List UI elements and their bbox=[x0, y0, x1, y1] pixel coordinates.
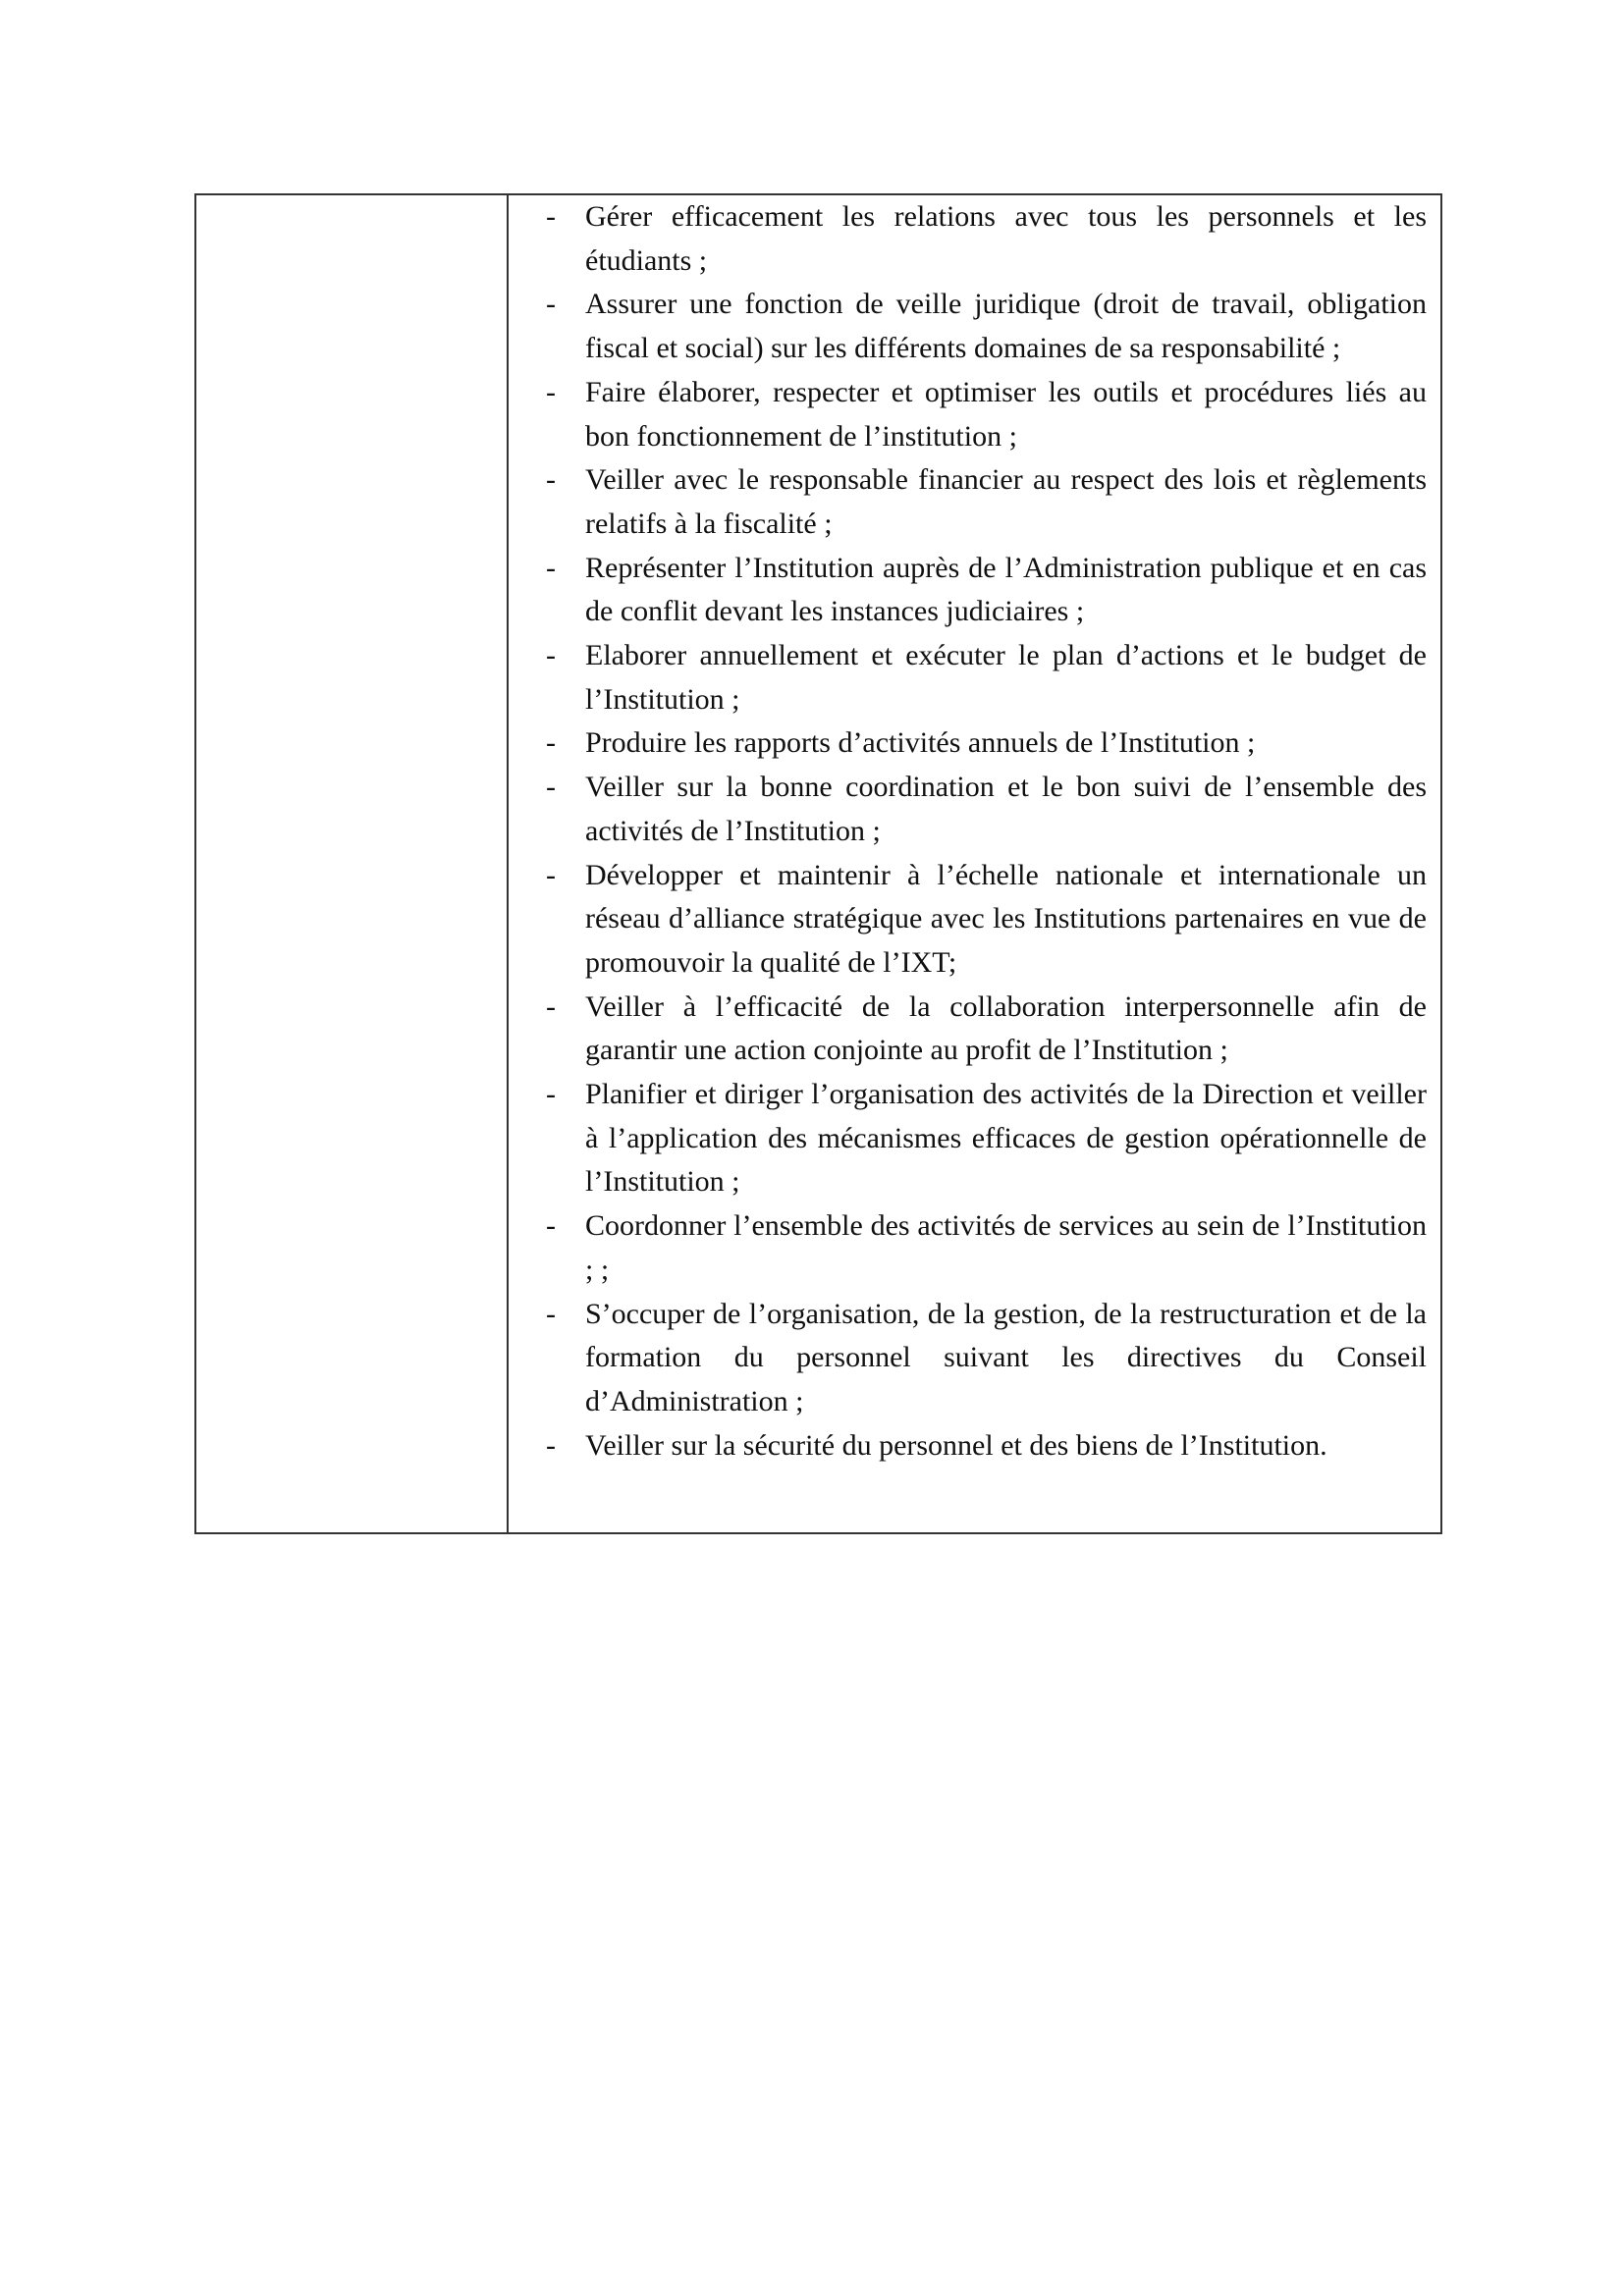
list-item bbox=[546, 634, 1427, 721]
duty-text: Gérer efficacement les relations avec tous les personnels et les étudiants ; bbox=[585, 200, 1427, 277]
bullet-dash: - bbox=[546, 288, 556, 321]
duty-text: Coordonner l’ensemble des activités de services au sein de l’Institution ; ; bbox=[585, 1209, 1427, 1286]
bullet-dash: - bbox=[546, 1428, 556, 1462]
bullet-dash: - bbox=[546, 375, 556, 408]
duty-text: Veiller sur la sécurité du personnel et des biens de l’Institution. bbox=[585, 1428, 1327, 1462]
duty-text: Veiller avec le responsable financier au respect des lois et règlements relatifs à la fiscalité ; bbox=[585, 463, 1427, 540]
list-item bbox=[546, 1293, 1427, 1424]
list-item bbox=[546, 1204, 1427, 1292]
duty-text: Assurer une fonction de veille juridique (droit de travail, obligation fiscal et social) sur les différents domaines de sa responsabilité ; bbox=[585, 288, 1427, 365]
bullet-dash: - bbox=[546, 1297, 556, 1330]
duty-text: Veiller sur la bonne coordination et le bon suivi de l’ensemble des activités de l’Institution ; bbox=[585, 771, 1427, 847]
list-item bbox=[546, 547, 1427, 634]
duty-text: Développer et maintenir à l’échelle nationale et internationale un réseau d’alliance stratégique avec les Institutions partenaires en vue de promouvoir la qualité de l’IXT; bbox=[585, 858, 1427, 979]
list-item bbox=[546, 458, 1427, 546]
bullet-dash: - bbox=[546, 551, 556, 584]
duty-text: Faire élaborer, respecter et optimiser les outils et procédures liés au bon fonctionnement de l’institution ; bbox=[585, 375, 1427, 453]
bullet-dash: - bbox=[546, 1209, 556, 1243]
empty-left-cell bbox=[195, 194, 508, 1533]
duty-text: S’occuper de l’organisation, de la gestion, de la restructuration et de la formation du personnel suivant les directives du Conseil d’Administration ; bbox=[585, 1297, 1427, 1417]
list-item bbox=[546, 854, 1427, 986]
bullet-dash: - bbox=[546, 1078, 556, 1111]
bullet-dash: - bbox=[546, 200, 556, 233]
table-row bbox=[195, 194, 1441, 1533]
bullet-dash: - bbox=[546, 463, 556, 497]
duty-text: Veiller à l’efficacité de la collaboration interpersonnelle afin de garantir une action conjointe au profit de l’Institution ; bbox=[585, 989, 1427, 1067]
bullet-dash: - bbox=[546, 639, 556, 672]
duty-text: Elaborer annuellement et exécuter le plan d’actions et le budget de l’Institution ; bbox=[585, 639, 1427, 716]
duty-text: Représenter l’Institution auprès de l’Administration publique et en cas de conflit devant les instances judiciaires ; bbox=[585, 551, 1427, 628]
duties-table bbox=[194, 193, 1442, 1534]
list-item bbox=[546, 986, 1427, 1073]
list-item bbox=[546, 371, 1427, 458]
duty-text: Planifier et diriger l’organisation des activités de la Direction et veiller à l’application des mécanismes efficaces de gestion opérationnelle de l’Institution ; bbox=[585, 1078, 1427, 1199]
duties-cell bbox=[508, 194, 1441, 1533]
list-item bbox=[546, 195, 1427, 283]
duty-list bbox=[509, 195, 1440, 1485]
list-item bbox=[546, 1424, 1427, 1468]
bullet-dash: - bbox=[546, 989, 556, 1023]
bullet-dash: - bbox=[546, 771, 556, 804]
list-item bbox=[546, 1073, 1427, 1204]
list-item bbox=[546, 766, 1427, 853]
bullet-dash: - bbox=[546, 726, 556, 760]
list-item bbox=[546, 721, 1427, 766]
bullet-dash: - bbox=[546, 858, 556, 891]
duty-text: Produire les rapports d’activités annuels de l’Institution ; bbox=[585, 726, 1256, 760]
list-item bbox=[546, 283, 1427, 370]
